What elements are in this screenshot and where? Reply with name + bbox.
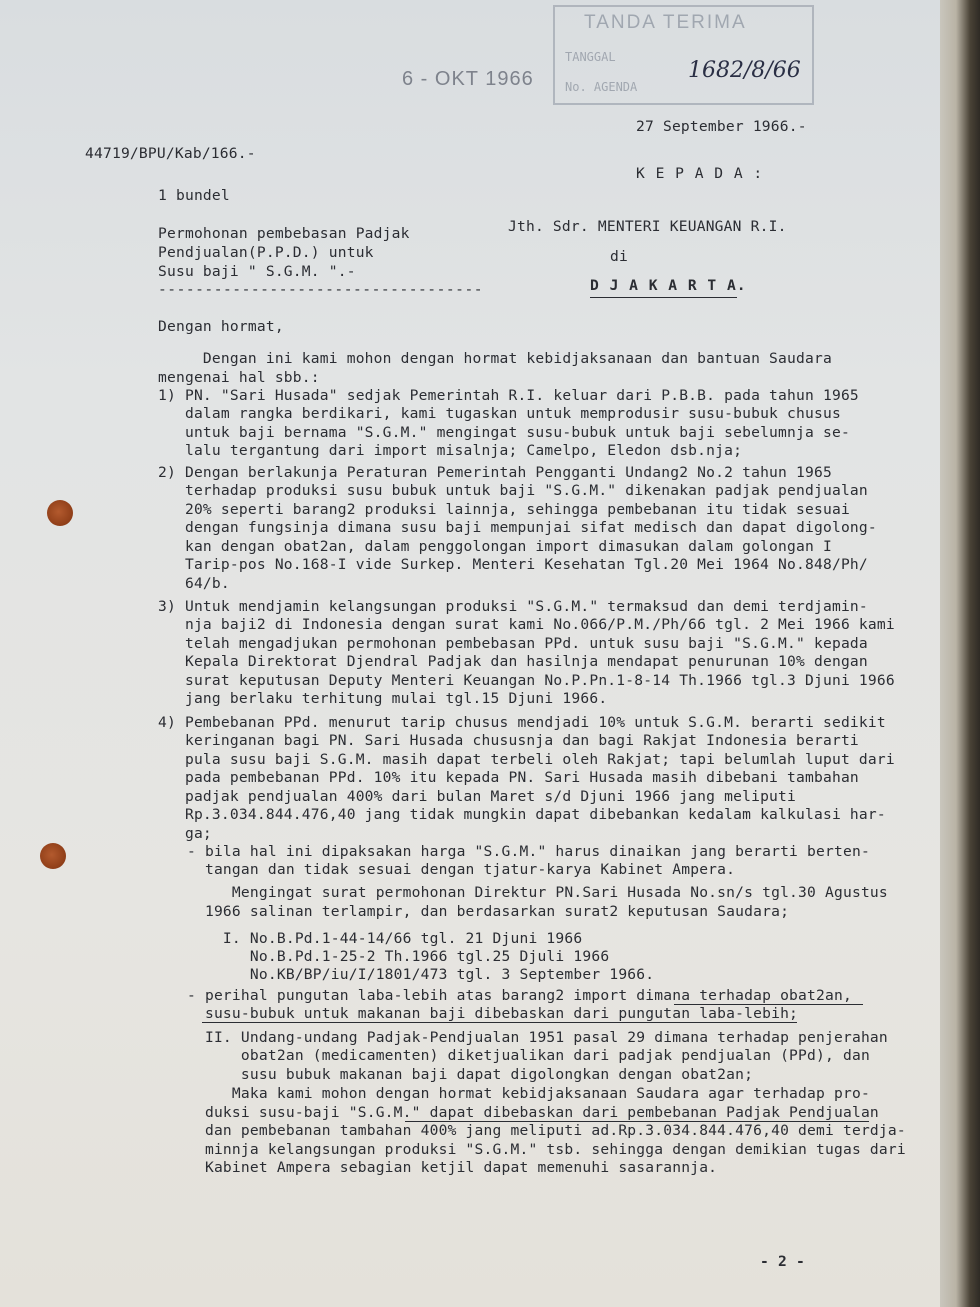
- closing-line-5: Kabinet Ampera sebagian ketjil dapat memenuhi sasarannja.: [178, 1159, 718, 1176]
- page-edge-shadow: [940, 0, 980, 1307]
- closing-line-4: minnja kelangsungan produksi "S.G.M." tsb. sehingga dengan demikian tugas dari: [178, 1141, 906, 1158]
- decree-line-3: No.KB/BP/iu/I/1801/473 tgl. 3 September 1966.: [178, 966, 655, 983]
- p3-line-5: surat keputusan Deputy Menteri Keuangan No.P.Pn.1-8-14 Th.1966 tgl.3 Djuni 1966: [158, 672, 895, 689]
- subject-dash-rule: -----------------------------------: [158, 281, 484, 298]
- p2-line-3: 20% seperti barang2 produksi lainnja, sehingga pembebanan itu tidak sesuai: [158, 501, 850, 518]
- p3-line-3: telah mengadjukan permohonan pembebasan PPd. untuk susu baji "S.G.M." kepada: [158, 635, 868, 652]
- bullet2-line-2: susu-bubuk untuk makanan baji dibebaskan dari pungutan laba-lebih;: [178, 1005, 799, 1022]
- letter-date: 27 September 1966.-: [636, 118, 807, 135]
- decree-line-2: No.B.Pd.1-25-2 Th.1966 tgl.25 Djuli 1966: [178, 948, 610, 965]
- mengingat-line-2: 1966 salinan terlampir, dan berdasarkan surat2 keputusan Saudara;: [178, 903, 790, 920]
- intro-line-1: Dengan ini kami mohon dengan hormat kebidjaksanaan dan bantuan Saudara: [158, 350, 832, 367]
- closing-line-2: duksi susu-baji "S.G.M." dapat dibebaskan dari pembebanan Padjak Pendjualan: [178, 1104, 879, 1121]
- bullet1-line-2: tangan dan tidak sesuai dengan tjatur-karya Kabinet Ampera.: [178, 861, 736, 878]
- p2-line-4: dengan fungsinja dimana susu baji mempunjai sifat medisch dan dapat digolong-: [158, 519, 877, 536]
- law-line-3: susu bubuk makanan baji dapat digolongkan dengan obat2an;: [178, 1066, 754, 1083]
- closing-line-3: dan pembebanan tambahan 400% jang meliputi ad.Rp.3.034.844.476,40 demi terdja-: [178, 1122, 906, 1139]
- city-underline: [590, 297, 737, 298]
- di-label: di: [610, 248, 628, 265]
- law-line-1: II. Undang-undang Padjak-Pendjualan 1951 pasal 29 dimana terhadap penjerahan: [178, 1029, 888, 1046]
- reference-number: 44719/BPU/Kab/166.-: [85, 145, 256, 162]
- addressee: Jth. Sdr. MENTERI KEUANGAN R.I.: [508, 218, 787, 235]
- subject-line-1: Permohonan pembebasan Padjak: [158, 225, 410, 242]
- intro-line-2: mengenai hal sbb.:: [158, 369, 320, 386]
- bullet1-line-1: - bila hal ini dipaksakan harga "S.G.M." harus dinaikan jang berarti berten-: [178, 843, 870, 860]
- p3-line-2: nja baji2 di Indonesia dengan surat kami No.066/P.M./Ph/66 tgl. 2 Mei 1966 kami: [158, 616, 895, 633]
- bullet2-underline-2: [202, 1022, 797, 1023]
- p1-line-4: lalu tergantung dari import misalnja; Camelpo, Eledon dsb.nja;: [158, 442, 743, 459]
- mengingat-line-1: Mengingat surat permohonan Direktur PN.Sari Husada No.sn/s tgl.30 Agustus: [178, 884, 888, 901]
- p2-line-6: Tarip-pos No.168-I vide Surkep. Menteri Kesehatan Tgl.20 Mei 1964 No.848/Ph/: [158, 556, 868, 573]
- p4-line-6: Rp.3.034.844.476,40 jang tidak mungkin dapat dibebankan kedalam kalkulasi har-: [158, 806, 886, 823]
- subject-line-2: Pendjualan(P.P.D.) untuk: [158, 244, 374, 261]
- p2-line-2: terhadap produksi susu bubuk untuk baji "S.G.M." dikenakan padjak pendjualan: [158, 482, 868, 499]
- city: D J A K A R T A.: [590, 277, 747, 294]
- kepada-label: K E P A D A :: [636, 165, 764, 182]
- p4-line-7: ga;: [158, 825, 212, 842]
- p4-line-2: keringanan bagi PN. Sari Husada chususnja dan bagi Rakjat Indonesia berarti: [158, 732, 859, 749]
- stamp-tanggal-label: TANGGAL: [565, 50, 616, 64]
- p2-line-7: 64/b.: [158, 575, 230, 592]
- p2-line-1: 2) Dengan berlakunja Peraturan Pemerintah Pengganti Undang2 No.2 tahun 1965: [158, 464, 832, 481]
- p4-line-4: pada pembebanan PPd. 10% itu kepada PN. Sari Husada masih dibebani tambahan: [158, 769, 859, 786]
- p4-line-3: pula susu baji S.G.M. masih dapat terbeli oleh Rakjat; tapi belumlah luput dari: [158, 751, 895, 768]
- date-received-stamp: 6 - OKT 1966: [402, 68, 534, 90]
- subject-line-3: Susu baji " S.G.M. ".-: [158, 263, 356, 280]
- handwritten-agenda-number: 1682/8/66: [688, 58, 801, 83]
- closing-line-1: Maka kami mohon dengan hormat kebidjaksanaan Saudara agar terhadap pro-: [178, 1085, 870, 1102]
- bullet2-line-1: - perihal pungutan laba-lebih atas barang2 import dimana terhadap obat2an,: [178, 987, 852, 1004]
- stamp-title: TANDA TERIMA: [584, 12, 747, 33]
- page-number: - 2 -: [760, 1253, 805, 1270]
- p3-line-1: 3) Untuk mendjamin kelangsungan produksi "S.G.M." termaksud dan demi terdjamin-: [158, 598, 868, 615]
- p1-line-1: 1) PN. "Sari Husada" sedjak Pemerintah R.I. keluar dari P.B.B. pada tahun 1965: [158, 387, 859, 404]
- punch-hole-lower: [40, 843, 66, 869]
- law-line-2: obat2an (medicamenten) diketjualikan dari padjak pendjualan (PPd), dan: [178, 1047, 870, 1064]
- p4-line-1: 4) Pembebanan PPd. menurut tarip chusus mendjadi 10% untuk S.G.M. berarti sedikit: [158, 714, 886, 731]
- stamp-agenda-label: No. AGENDA: [565, 80, 638, 94]
- enclosure: 1 bundel: [158, 187, 230, 204]
- p1-line-2: dalam rangka berdikari, kami tugaskan untuk memprodusir susu-bubuk chusus: [158, 405, 841, 422]
- p2-line-5: kan dengan obat2an, dalam penggolongan import dimasukan dalam golongan I: [158, 538, 832, 555]
- p1-line-3: untuk baji bernama "S.G.M." mengingat susu-bubuk untuk baji sebelumnja se-: [158, 424, 850, 441]
- salutation: Dengan hormat,: [158, 318, 284, 335]
- decree-line-1: I. No.B.Pd.1-44-14/66 tgl. 21 Djuni 1966: [178, 930, 583, 947]
- p3-line-4: Kepala Direktorat Djendral Padjak dan hasilnja mendapat penurunan 10% dengan: [158, 653, 868, 670]
- p3-line-6: jang berlaku terhitung mulai tgl.15 Djuni 1966.: [158, 690, 608, 707]
- p4-line-5: padjak pendjualan 400% dari bulan Maret s/d Djuni 1966 jang meliputi: [158, 788, 797, 805]
- punch-hole-upper: [47, 500, 73, 526]
